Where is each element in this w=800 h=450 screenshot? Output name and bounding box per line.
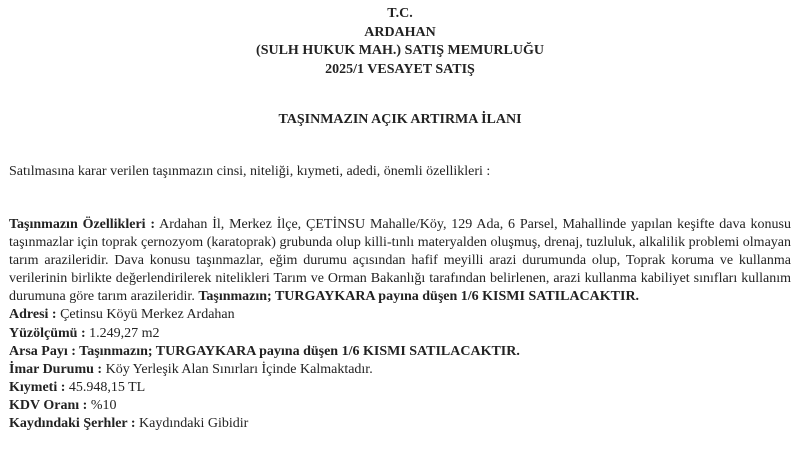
zoning-row xyxy=(9,361,791,379)
zoning-value: Köy Yerleşik Alan Sınırları İçinde Kalmaktadır. xyxy=(102,361,373,377)
intro-text: Satılmasına karar verilen taşınmazın cinsi, niteliği, kıymeti, adedi, önemli özellikleri : xyxy=(9,164,491,179)
properties-label: Taşınmazın Özellikleri : xyxy=(9,217,156,232)
header-case-number: 2025/1 VESAYET SATIŞ xyxy=(325,61,475,77)
annotations-row xyxy=(9,415,791,433)
property-description xyxy=(9,216,791,306)
properties-text: Ardahan İl, Merkez İlçe, ÇETİNSU Mahalle/Köy, 129 Ada, 6 Parsel, Mahallinde yapılan keşifte dava konusu taşınmazlar için toprak çernozyom (karatoprak) grubunda olup killi-tınlı materyalden oluşmuş, drenaj, tuzluluk, alkalilik problemi olmayan tarım arazileridir. Dava konusu taşınmazlar, eğim durumu açısından hafif meyilli arazi durumunda olup, Toprak koruma ve kullanma verilerinin birlikte değerlendirilerek nitelikleri Tarım ve Orman Bakanlığı tarafından belirlenen, arazi kullanma kabiliyet sınıfları kullanım durumuna göre tarım arazileridir. xyxy=(9,217,791,305)
zoning-label: İmar Durumu : xyxy=(9,361,103,377)
value-label: Kıymeti : xyxy=(9,379,66,395)
address-label: Adresi : xyxy=(9,307,57,323)
vat-value: %10 xyxy=(87,397,117,413)
area-row xyxy=(9,325,791,343)
area-value: 1.249,27 m2 xyxy=(85,325,160,341)
header-city: ARDAHAN xyxy=(364,24,436,40)
value-row xyxy=(9,379,791,397)
share-row xyxy=(9,343,791,361)
annotations-label: Kaydındaki Şerhler : xyxy=(9,416,136,432)
properties-sale-note: Taşınmazın; TURGAYKARA payına düşen 1/6 KISMI SATILACAKTIR. xyxy=(198,289,640,305)
notice-title: TAŞINMAZIN AÇIK ARTIRMA İLANI xyxy=(278,112,522,127)
address-value: Çetinsu Köyü Merkez Ardahan xyxy=(56,307,235,323)
area-label: Yüzölçümü : xyxy=(9,325,86,341)
header-country: T.C. xyxy=(387,6,413,21)
document-header xyxy=(0,5,800,79)
share-label: Arsa Payı : xyxy=(9,343,76,359)
header-office: (SULH HUKUK MAH.) SATIŞ MEMURLUĞU xyxy=(256,43,544,58)
share-value: Taşınmazın; TURGAYKARA payına düşen 1/6 KISMI SATILACAKTIR. xyxy=(75,343,520,359)
vat-row xyxy=(9,397,791,415)
annotations-value: Kaydındaki Gibidir xyxy=(135,416,249,432)
property-details xyxy=(9,216,791,433)
vat-label: KDV Oranı : xyxy=(9,397,88,413)
address-row xyxy=(9,306,791,324)
value-amount: 45.948,15 TL xyxy=(65,379,146,395)
